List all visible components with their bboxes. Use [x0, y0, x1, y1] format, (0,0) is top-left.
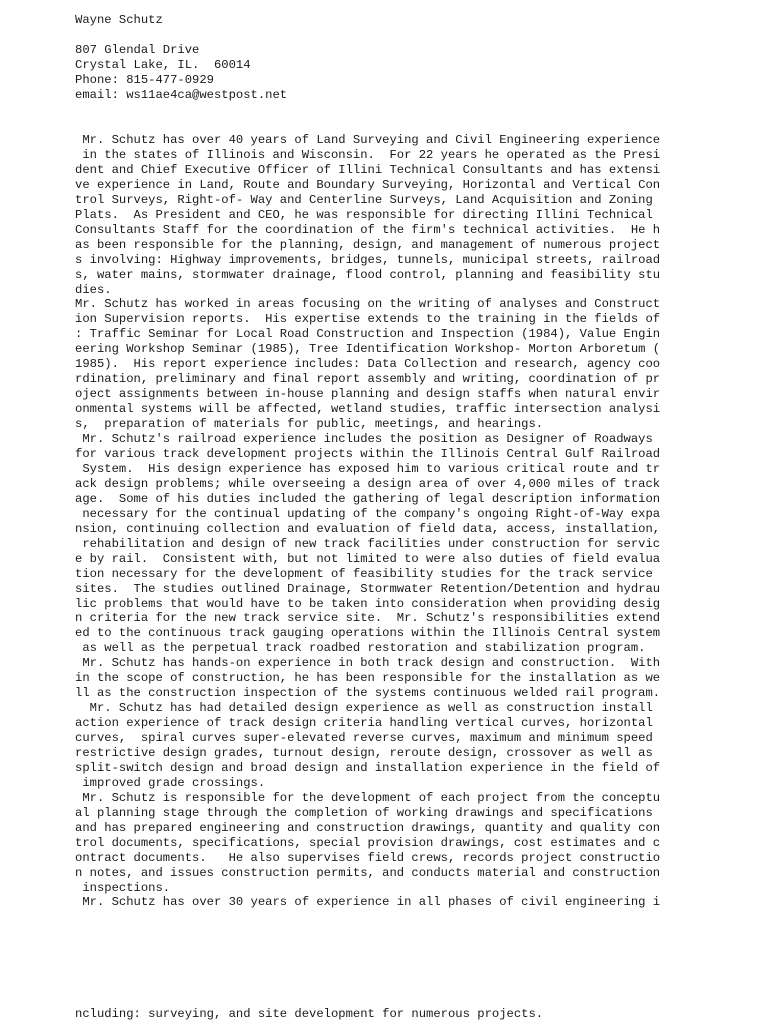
body-line: s, preparation of materials for public, meetings, and hearings. [75, 417, 544, 432]
body-line: Mr. Schutz has had detailed design experience as well as construction install [75, 701, 653, 716]
body-line: split-switch design and broad design and installation experience in the field of [75, 760, 661, 775]
body-line: Mr. Schutz has over 30 years of experience in all phases of civil engineering i [75, 895, 661, 910]
body-line: restrictive design grades, turnout design, reroute design, crossover as well as [75, 745, 653, 760]
footer-line: ncluding: surveying, and site development for numerous projects. [75, 1007, 544, 1021]
address-line-2: Crystal Lake, IL. 60014 [75, 58, 251, 72]
address-line-1: 807 Glendal Drive [75, 43, 200, 57]
body-line: Mr. Schutz has hands-on experience in both track design and construction. With [75, 656, 661, 671]
body-line: ontract documents. He also supervises field crews, records project constructio [75, 850, 661, 865]
body-line: ack design problems; while overseeing a design area of over 4,000 miles of track [75, 476, 661, 491]
body-line: rdination, preliminary and final report assembly and writing, coordination of pr [75, 372, 661, 387]
body-line: n notes, and issues construction permits, and conducts material and construction [75, 865, 661, 880]
body-line: in the states of Illinois and Wisconsin. For 22 years he operated as the Presi [75, 147, 661, 162]
body-line: Mr. Schutz's railroad experience includes the position as Designer of Roadways [75, 432, 653, 446]
body-line: rehabilitation and design of new track facilities under construction for servic [75, 536, 661, 551]
body-line: necessary for the continual updating of the company's ongoing Right-of-Way expa [75, 506, 661, 521]
body-line: dent and Chief Executive Officer of Illini Technical Consultants and has extensi [75, 162, 661, 177]
phone-line: Phone: 815-477-0929 [75, 73, 214, 87]
body-line: s, water mains, stormwater drainage, flood control, planning and feasibility stu [75, 267, 661, 282]
body-line: ve experience in Land, Route and Boundary Surveying, Horizontal and Vertical Con [75, 177, 661, 192]
body-line: action experience of track design criteria handling vertical curves, horizontal [75, 716, 653, 730]
body-line: age. Some of his duties included the gathering of legal description information [75, 491, 661, 506]
body-line: sites. The studies outlined Drainage, Stormwater Retention/Detention and hydrau [75, 581, 661, 596]
body-line: lic problems that would have to be taken into consideration when providing desig [75, 596, 661, 611]
body-line: for various track development projects within the Illinois Central Gulf Railroad [75, 446, 661, 461]
body-line: : Traffic Seminar for Local Road Construction and Inspection (1984), Value Engin [75, 327, 661, 342]
body-line: nsion, continuing collection and evaluation of field data, access, installation, [75, 521, 661, 536]
body-line: trol Surveys, Right-of- Way and Centerline Surveys, Land Acquisition and Zoning [75, 192, 653, 207]
body-line: tion necessary for the development of feasibility studies for the track service [75, 566, 653, 581]
body-line: eering Workshop Seminar (1985), Tree Identification Workshop- Morton Arboretum ( [75, 342, 661, 357]
author-name: Wayne Schutz [75, 13, 163, 27]
body-line: in the scope of construction, he has been responsible for the installation as we [75, 671, 661, 686]
body-line: improved grade crossings. [75, 775, 266, 790]
body-line: 1985). His report experience includes: Data Collection and research, agency coo [75, 357, 661, 372]
body-line: Mr. Schutz has worked in areas focusing on the writing of analyses and Construct [75, 297, 661, 312]
body-line: curves, spiral curves super-elevated reverse curves, maximum and minimum speed [75, 731, 653, 745]
body-line: Plats. As President and CEO, he was responsible for directing Illini Technical [75, 207, 653, 222]
body-line: ed to the continuous track gauging operations within the Illinois Central system [75, 626, 661, 641]
body-line: as well as the perpetual track roadbed restoration and stabilization program. [75, 641, 646, 656]
body-line: Mr. Schutz is responsible for the development of each project from the conceptu [75, 790, 661, 805]
body-line: n criteria for the new track service site. Mr. Schutz's responsibilities extend [75, 611, 661, 626]
body-line: Consultants Staff for the coordination of the firm's technical activities. He h [75, 222, 661, 237]
body-line: trol documents, specifications, special provision drawings, cost estimates and c [75, 835, 661, 850]
body-line: as been responsible for the planning, design, and management of numerous project [75, 237, 661, 252]
body-line: ll as the construction inspection of the systems continuous welded rail program. [75, 686, 661, 701]
body-line: inspections. [75, 880, 171, 895]
body-line: oject assignments between in-house planning and design staffs when natural envir [75, 387, 661, 402]
email-line: email: ws11ae4ca@westpost.net [75, 88, 288, 102]
body-line: onmental systems will be affected, wetland studies, traffic intersection analysi [75, 402, 661, 417]
body-line: and has prepared engineering and construction drawings, quantity and quality con [75, 820, 661, 835]
body-line: System. His design experience has exposed him to various critical route and tr [75, 461, 661, 476]
body-line: Mr. Schutz has over 40 years of Land Surveying and Civil Engineering experience [75, 133, 661, 147]
body-line: s involving: Highway improvements, bridges, tunnels, municipal streets, railroad [75, 252, 661, 267]
body-line: al planning stage through the completion of working drawings and specifications [75, 805, 653, 820]
body-line: dies. [75, 282, 112, 297]
body-line: ion Supervision reports. His expertise extends to the training in the fields of [75, 312, 661, 327]
body-line: e by rail. Consistent with, but not limited to were also duties of field evalua [75, 551, 661, 566]
